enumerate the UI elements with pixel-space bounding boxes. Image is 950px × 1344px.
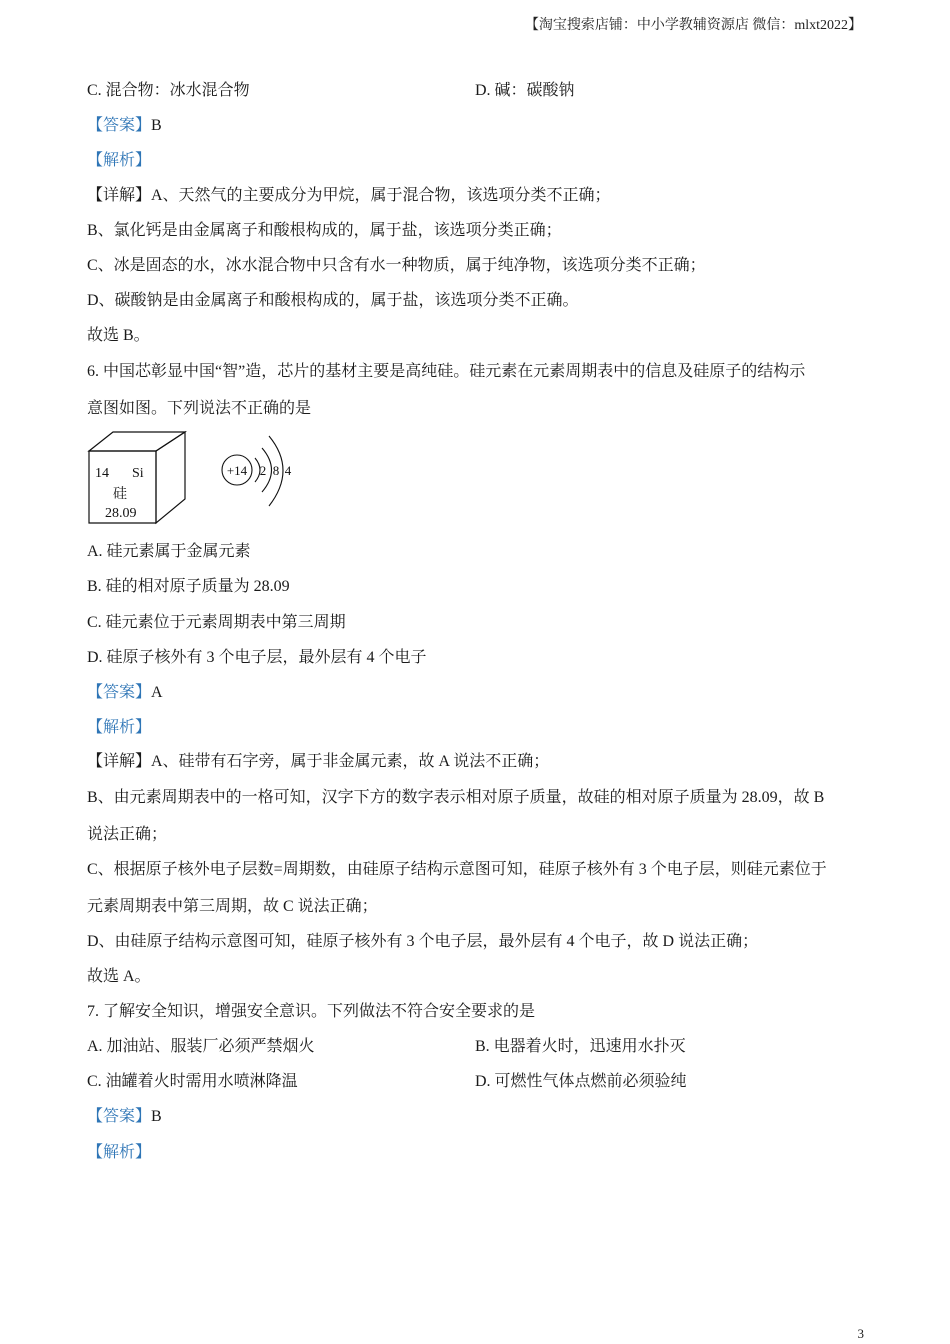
q6-detail: 【详解】A、硅带有石字旁，属于非金属元素，故 A 说法不正确； [87,753,550,770]
answer-tag: 【答案】 [87,1108,152,1125]
q5-option-c: C. 混合物：冰水混合物 [87,82,250,99]
q6-line-d: D、由硅原子结构示意图可知，硅原子核外有 3 个电子层，最外层有 4 个电子，故 D 说法正确； [87,933,759,950]
q6-line-b2: 说法正确； [87,826,168,843]
q6-option-c: C. 硅元素位于元素周期表中第三周期 [87,614,346,631]
answer-value: B [151,117,162,134]
q6-line-c2: 元素周期表中第三周期，故 C 说法正确； [87,898,378,915]
answer-value: A [151,684,163,701]
q6-answer [87,683,163,703]
q7-answer [87,1107,162,1127]
page-header: 【淘宝搜索店铺：中小学教辅资源店 微信：mlxt2022】 [524,18,862,33]
element-symbol: Si [132,466,144,481]
answer-value: B [151,1108,162,1125]
q6-conclusion: 故选 A。 [87,968,151,985]
atomic-number: 14 [95,466,109,481]
shell-electrons-2: 8 [272,463,280,478]
periodic-table-cell [89,432,185,523]
nucleus-charge: +14 [226,463,248,478]
element-name: 硅 [113,487,127,502]
atomic-mass: 28.09 [105,506,137,521]
q5-line-b: B、氯化钙是由金属离子和酸根构成的，属于盐，该选项分类正确； [87,222,562,239]
q5-line-c: C、冰是固态的水，冰水混合物中只含有水一种物质，属于纯净物，该选项分类不正确； [87,257,706,274]
q6-option-a: A. 硅元素属于金属元素 [87,543,251,560]
q5-conclusion: 故选 B。 [87,327,150,344]
q7-analysis-tag: 【解析】 [87,1144,152,1161]
q5-detail: 【详解】A、天然气的主要成分为甲烷，属于混合物，该选项分类不正确； [87,187,611,204]
q6-stem-1: 6. 中国芯彰显中国“智”造，芯片的基材主要是高纯硅。硅元素在元素周期表中的信息及硅原子的结构示 [87,363,806,380]
shell-electrons-3: 4 [284,463,292,478]
shell-electrons-1: 2 [259,463,267,478]
q5-line-d: D、碳酸钠是由金属离子和酸根构成的，属于盐，该选项分类不正确。 [87,292,579,309]
page-number: 3 [857,1326,864,1341]
q6-line-c1: C、根据原子核外电子层数=周期数，由硅原子结构示意图可知，硅原子核外有 3 个电子层，则硅元素位于 [87,861,827,878]
answer-tag: 【答案】 [87,684,152,701]
q6-stem-2: 意图如图。下列说法不正确的是 [87,400,312,417]
q7-option-a: A. 加油站、服装厂必须严禁烟火 [87,1038,315,1055]
atom-structure-diagram [222,436,292,506]
q5-answer [87,116,162,136]
q5-option-d: D. 碱：碳酸钠 [475,82,575,99]
silicon-figure [85,428,315,528]
q7-option-b: B. 电器着火时，迅速用水扑灭 [475,1038,686,1055]
q6-line-b1: B、由元素周期表中的一格可知，汉字下方的数字表示相对原子质量，故硅的相对原子质量为 28.09，故 B [87,789,825,806]
q7-option-d: D. 可燃性气体点燃前必须验纯 [475,1073,687,1090]
q6-option-b: B. 硅的相对原子质量为 28.09 [87,578,290,595]
q7-option-c: C. 油罐着火时需用水喷淋降温 [87,1073,298,1090]
q7-stem: 7. 了解安全知识，增强安全意识。下列做法不符合安全要求的是 [87,1003,536,1020]
q5-analysis-tag: 【解析】 [87,152,152,169]
q6-option-d: D. 硅原子核外有 3 个电子层，最外层有 4 个电子 [87,649,427,666]
q6-analysis-tag: 【解析】 [87,719,152,736]
answer-tag: 【答案】 [87,117,152,134]
